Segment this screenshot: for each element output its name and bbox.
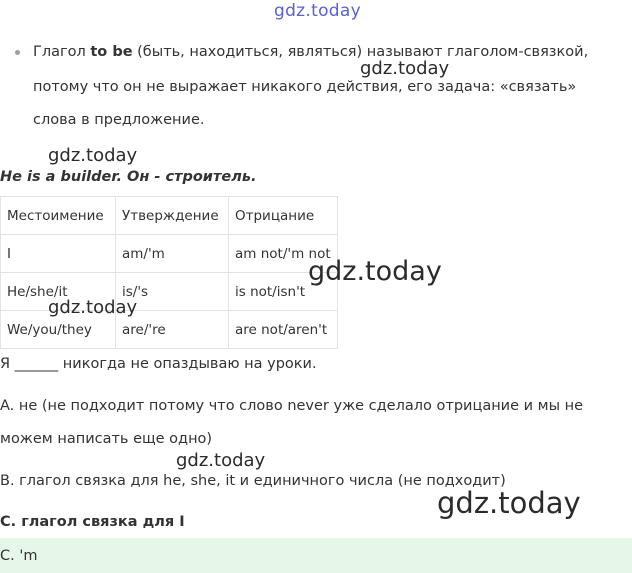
table-cell: is/'s (116, 273, 229, 311)
table-cell: are/'re (116, 311, 229, 349)
watermark: gdz.today (48, 145, 138, 166)
table-header: Отрицание (229, 197, 338, 235)
table-header: Утверждение (116, 197, 229, 235)
table-header: Местоимение (1, 197, 116, 235)
table-row (1, 235, 338, 273)
table-header-row (1, 197, 338, 235)
watermark: gdz.today (308, 256, 442, 287)
option-a-line-1: A. не (не подходит потому что слово never уже сделало отрицание и мы не (0, 398, 584, 414)
table-cell: am/'m (116, 235, 229, 273)
intro-text-rest: (быть, находиться, являться) называют глаголом-связкой, (132, 44, 589, 60)
answer-text: C. 'm (0, 548, 38, 564)
table-cell: is not/isn't (229, 273, 338, 311)
example-sentence: He is a builder. Он - строитель. (0, 169, 257, 185)
watermark: gdz.today (48, 297, 138, 318)
intro-line-1 (33, 42, 588, 62)
table-cell: am not/'m not (229, 235, 338, 273)
watermark: gdz.today (176, 450, 266, 471)
intro-text: Глагол (33, 44, 91, 60)
watermark: gdz.today (360, 58, 450, 79)
option-a-line-2: можем написать еще одно) (0, 431, 213, 447)
answer-box (0, 538, 632, 573)
table-cell: We/you/they (1, 311, 116, 349)
task-sentence: Я ______ никогда не опаздываю на уроки. (0, 356, 317, 372)
table-cell: are not/aren't (229, 311, 338, 349)
intro-bold: to be (90, 44, 133, 60)
bullet-icon (15, 50, 20, 55)
watermark-top: gdz.today (274, 1, 361, 21)
option-c: C. глагол связка для I (0, 514, 185, 530)
table-cell: He/she/it (1, 273, 116, 311)
intro-line-3: слова в предложение. (33, 112, 205, 128)
option-b: B. глагол связка для he, she, it и единичного числа (не подходит) (0, 473, 506, 489)
intro-line-2: потому что он не выражает никакого действия, его задача: «связать» (33, 79, 577, 95)
to-be-table (0, 196, 338, 349)
watermark: gdz.today (437, 486, 581, 520)
table-cell: I (1, 235, 116, 273)
